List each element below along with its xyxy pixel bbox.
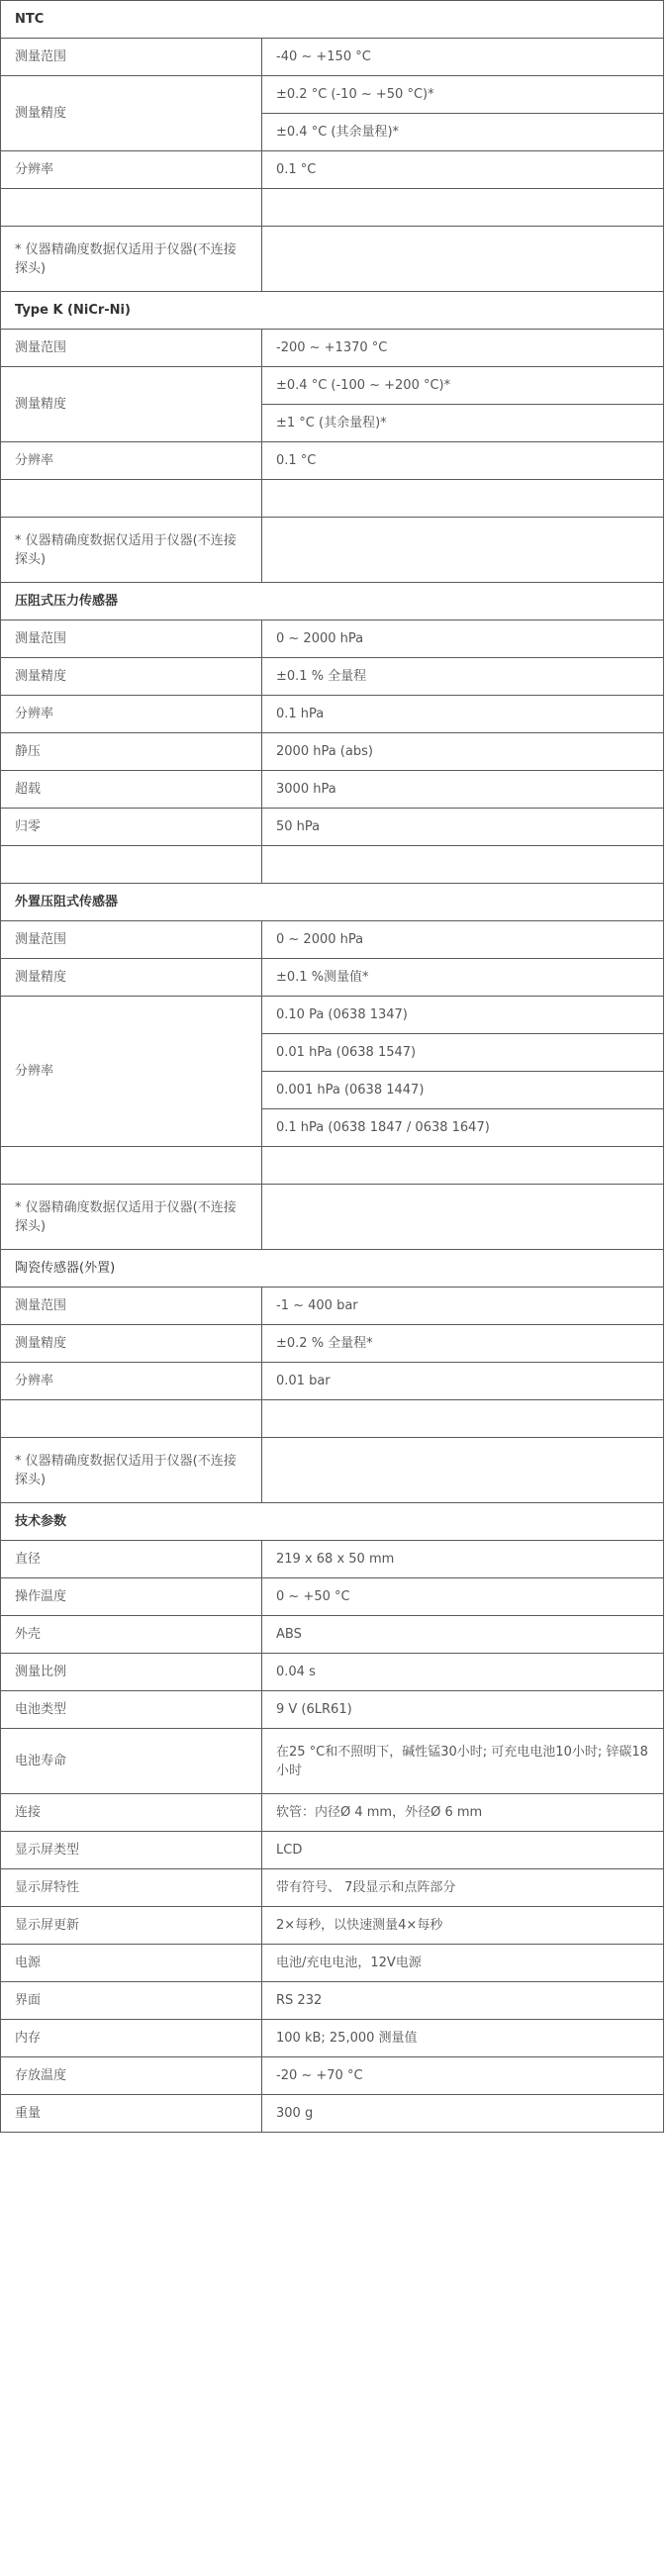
table-row (1, 330, 664, 367)
row-label: 操作温度 (1, 1578, 262, 1616)
table-row (1, 997, 664, 1034)
table-row (1, 367, 664, 405)
table-row (1, 1832, 664, 1869)
row-value: ±1 °C (其余量程)* (262, 405, 664, 442)
row-value: 2×每秒，以快速测量4×每秒 (262, 1907, 664, 1945)
row-value: 0 ~ 2000 hPa (262, 921, 664, 959)
empty-cell (262, 1185, 664, 1250)
row-value: 0.04 s (262, 1654, 664, 1691)
row-label: 电池类型 (1, 1691, 262, 1729)
row-label: 测量精度 (1, 959, 262, 997)
table-row (1, 620, 664, 658)
row-value: 电池/充电电池，12V电源 (262, 1945, 664, 1982)
row-label: 显示屏类型 (1, 1832, 262, 1869)
table-row (1, 921, 664, 959)
empty-cell (262, 1438, 664, 1503)
row-value: -200 ~ +1370 °C (262, 330, 664, 367)
row-label: 连接 (1, 1794, 262, 1832)
table-row (1, 2057, 664, 2095)
row-value: 0.1 hPa (262, 696, 664, 733)
empty-cell (1, 480, 262, 518)
section-title-ext-piezo: 外置压阻式传感器 (1, 884, 664, 921)
row-label: 测量范围 (1, 921, 262, 959)
section-header-row (1, 292, 664, 330)
row-value: ABS (262, 1616, 664, 1654)
row-value: 0.01 bar (262, 1363, 664, 1400)
row-value: -20 ~ +70 °C (262, 2057, 664, 2095)
row-label: 测量精度 (1, 367, 262, 442)
row-label: 测量精度 (1, 76, 262, 151)
table-row (1, 151, 664, 189)
row-value: 在25 °C和不照明下，碱性锰30小时; 可充电电池10小时; 锌碳18小时 (262, 1729, 664, 1794)
row-label: 分辨率 (1, 997, 262, 1147)
row-value: ±0.1 %测量值* (262, 959, 664, 997)
empty-row (1, 1400, 664, 1438)
row-value: 0.1 °C (262, 151, 664, 189)
footnote-row (1, 227, 664, 292)
table-row (1, 76, 664, 114)
empty-cell (262, 846, 664, 884)
row-label: 分辨率 (1, 1363, 262, 1400)
empty-cell (262, 518, 664, 583)
footnote: * 仪器精确度数据仅适用于仪器(不连接探头) (1, 1438, 262, 1503)
row-value: 9 V (6LR61) (262, 1691, 664, 1729)
row-label: 测量比例 (1, 1654, 262, 1691)
empty-row (1, 1147, 664, 1185)
row-label: 电池寿命 (1, 1729, 262, 1794)
row-value: 3000 hPa (262, 771, 664, 809)
row-label: 显示屏特性 (1, 1869, 262, 1907)
row-value: 0 ~ 2000 hPa (262, 620, 664, 658)
table-row (1, 1794, 664, 1832)
row-label: 测量范围 (1, 330, 262, 367)
table-row (1, 1869, 664, 1907)
table-row (1, 1729, 664, 1794)
table-row (1, 442, 664, 480)
empty-cell (1, 189, 262, 227)
row-value: 2000 hPa (abs) (262, 733, 664, 771)
table-row (1, 959, 664, 997)
table-row (1, 696, 664, 733)
row-value: ±0.4 °C (-100 ~ +200 °C)* (262, 367, 664, 405)
table-row (1, 1578, 664, 1616)
table-row (1, 771, 664, 809)
row-value: RS 232 (262, 1982, 664, 2020)
row-value: 0.1 °C (262, 442, 664, 480)
row-label: 分辨率 (1, 151, 262, 189)
row-label: 外壳 (1, 1616, 262, 1654)
section-title-piezo: 压阻式压力传感器 (1, 583, 664, 620)
empty-cell (262, 1400, 664, 1438)
row-label: 超载 (1, 771, 262, 809)
table-row (1, 39, 664, 76)
row-value: 0.001 hPa (0638 1447) (262, 1072, 664, 1109)
table-row (1, 1691, 664, 1729)
row-label: 存放温度 (1, 2057, 262, 2095)
empty-cell (1, 846, 262, 884)
table-row (1, 1541, 664, 1578)
row-label: 分辨率 (1, 442, 262, 480)
row-label: 显示屏更新 (1, 1907, 262, 1945)
row-value: 0 ~ +50 °C (262, 1578, 664, 1616)
row-label: 测量精度 (1, 658, 262, 696)
table-row (1, 809, 664, 846)
row-label: 内存 (1, 2020, 262, 2057)
empty-row (1, 480, 664, 518)
row-value: 100 kB; 25,000 测量值 (262, 2020, 664, 2057)
section-header-row (1, 583, 664, 620)
row-label: 直径 (1, 1541, 262, 1578)
table-row (1, 1616, 664, 1654)
row-label: 静压 (1, 733, 262, 771)
row-value: ±0.2 °C (-10 ~ +50 °C)* (262, 76, 664, 114)
row-label: 重量 (1, 2095, 262, 2133)
table-row (1, 2095, 664, 2133)
table-row (1, 658, 664, 696)
table-row (1, 1325, 664, 1363)
footnote-row (1, 518, 664, 583)
row-value: 300 g (262, 2095, 664, 2133)
table-row (1, 2020, 664, 2057)
row-label: 测量精度 (1, 1325, 262, 1363)
footnote: * 仪器精确度数据仅适用于仪器(不连接探头) (1, 1185, 262, 1250)
section-header-row (1, 1, 664, 39)
table-row (1, 733, 664, 771)
row-value: 带有符号、 7段显示和点阵部分 (262, 1869, 664, 1907)
row-label: 界面 (1, 1982, 262, 2020)
table-row (1, 1363, 664, 1400)
row-value: ±0.2 % 全量程* (262, 1325, 664, 1363)
row-value: -40 ~ +150 °C (262, 39, 664, 76)
section-header-row (1, 1250, 664, 1288)
footnote-row (1, 1185, 664, 1250)
row-value: ±0.1 % 全量程 (262, 658, 664, 696)
empty-cell (262, 480, 664, 518)
section-title-ntc: NTC (1, 1, 664, 39)
table-row (1, 1982, 664, 2020)
row-value: 219 x 68 x 50 mm (262, 1541, 664, 1578)
table-row (1, 1654, 664, 1691)
section-header-row (1, 1503, 664, 1541)
empty-cell (262, 227, 664, 292)
row-label: 电源 (1, 1945, 262, 1982)
row-value: 软管：内径Ø 4 mm，外径Ø 6 mm (262, 1794, 664, 1832)
row-value: 0.01 hPa (0638 1547) (262, 1034, 664, 1072)
table-row (1, 1945, 664, 1982)
row-value: -1 ~ 400 bar (262, 1288, 664, 1325)
row-value: 50 hPa (262, 809, 664, 846)
row-label: 归零 (1, 809, 262, 846)
empty-row (1, 846, 664, 884)
row-value: 0.1 hPa (0638 1847 / 0638 1647) (262, 1109, 664, 1147)
table-row (1, 1907, 664, 1945)
section-title-typek: Type K (NiCr-Ni) (1, 292, 664, 330)
footnote-row (1, 1438, 664, 1503)
row-label: 测量范围 (1, 39, 262, 76)
row-label: 测量范围 (1, 1288, 262, 1325)
empty-row (1, 189, 664, 227)
row-value: 0.10 Pa (0638 1347) (262, 997, 664, 1034)
footnote: * 仪器精确度数据仅适用于仪器(不连接探头) (1, 227, 262, 292)
empty-cell (262, 189, 664, 227)
section-title-tech: 技术参数 (1, 1503, 664, 1541)
section-header-row (1, 884, 664, 921)
section-title-ceramic: 陶瓷传感器(外置) (1, 1250, 664, 1288)
row-label: 分辨率 (1, 696, 262, 733)
footnote: * 仪器精确度数据仅适用于仪器(不连接探头) (1, 518, 262, 583)
table-row (1, 1288, 664, 1325)
empty-cell (262, 1147, 664, 1185)
row-value: LCD (262, 1832, 664, 1869)
row-value: ±0.4 °C (其余量程)* (262, 114, 664, 151)
empty-cell (1, 1400, 262, 1438)
row-label: 测量范围 (1, 620, 262, 658)
empty-cell (1, 1147, 262, 1185)
